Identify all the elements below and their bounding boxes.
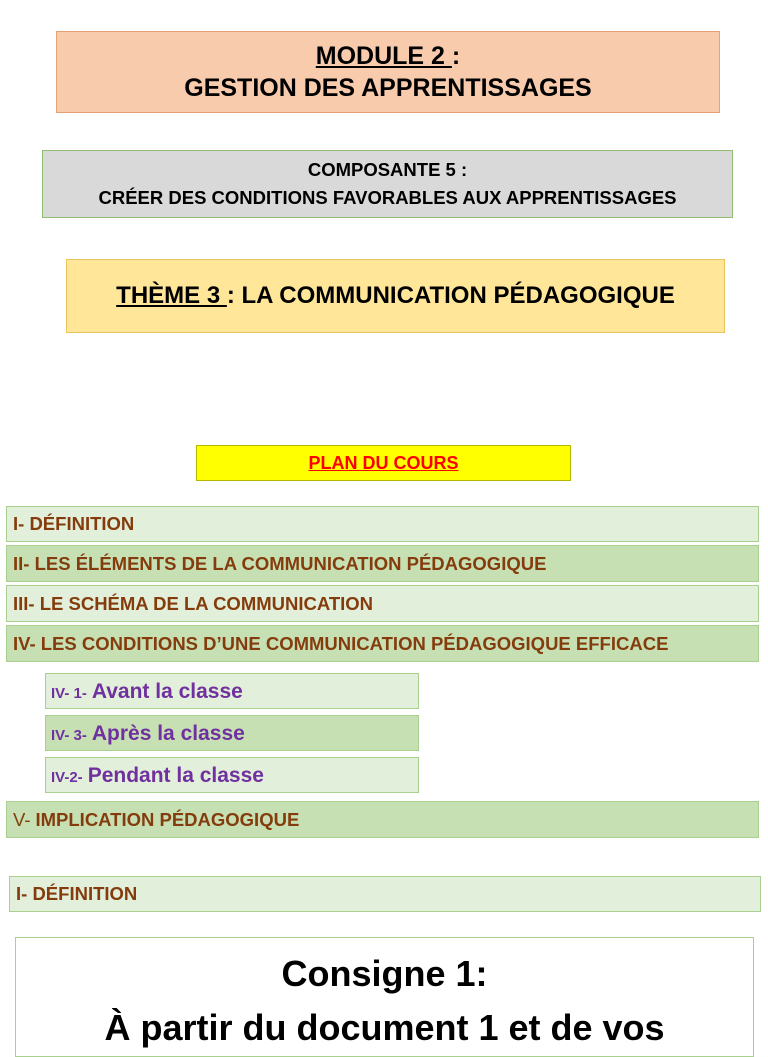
subitem-label: Pendant la classe xyxy=(87,764,264,787)
outline-subitem-apres xyxy=(45,715,419,751)
composante-title: CRÉER DES CONDITIONS FAVORABLES AUX APPRENTISSAGES xyxy=(98,187,677,208)
theme-number: THÈME 3 xyxy=(116,282,227,309)
plan-title: PLAN DU COURS xyxy=(196,445,571,481)
outline-item-label: IMPLICATION PÉDAGOGIQUE xyxy=(35,808,300,830)
module-number: MODULE 2 xyxy=(315,42,452,70)
theme-title xyxy=(116,282,675,310)
outline-subitem-pendant xyxy=(45,757,419,793)
subitem-label: Après la classe xyxy=(91,722,245,745)
outline-subitem-avant xyxy=(45,673,419,709)
subitem-number: IV-2- xyxy=(51,769,83,786)
composante-number: COMPOSANTE 5 : xyxy=(307,159,468,180)
outline-item-label: I- DÉFINITION xyxy=(13,513,135,534)
section-heading-label: I- DÉFINITION xyxy=(16,883,138,904)
consigne-title: Consigne 1: xyxy=(281,953,488,994)
outline-item-definition xyxy=(6,506,759,542)
theme-box xyxy=(66,259,725,333)
subitem-number: IV- 3- xyxy=(51,727,87,744)
outline-item-label: III- LE SCHÉMA DE LA COMMUNICATION xyxy=(13,592,374,614)
outline-item-label: II- LES ÉLÉMENTS DE LA COMMUNICATION PÉDAGOGIQUE xyxy=(13,552,547,574)
outline-item-elements xyxy=(6,545,759,582)
module-title xyxy=(316,40,460,72)
module-subtitle: GESTION DES APPRENTISSAGES xyxy=(184,74,592,102)
consigne-box xyxy=(15,937,754,1057)
outline-item-number: V- xyxy=(13,808,31,830)
consigne-instruction: À partir du document 1 et de vos xyxy=(104,1007,665,1048)
module-title-box xyxy=(56,31,720,113)
subitem-label: Avant la classe xyxy=(91,680,243,703)
outline-item-schema xyxy=(6,585,759,622)
outline-item-label: IV- LES CONDITIONS D’UNE COMMUNICATION PÉDAGOGIQUE EFFICACE xyxy=(13,632,669,654)
outline-item-implication xyxy=(6,801,759,838)
subitem-number: IV- 1- xyxy=(51,685,87,702)
module-colon: : xyxy=(451,42,461,70)
theme-name: : LA COMMUNICATION PÉDAGOGIQUE xyxy=(226,282,675,309)
outline-item-conditions xyxy=(6,625,759,662)
composante-box xyxy=(42,150,733,218)
section-heading-definition xyxy=(9,876,761,912)
